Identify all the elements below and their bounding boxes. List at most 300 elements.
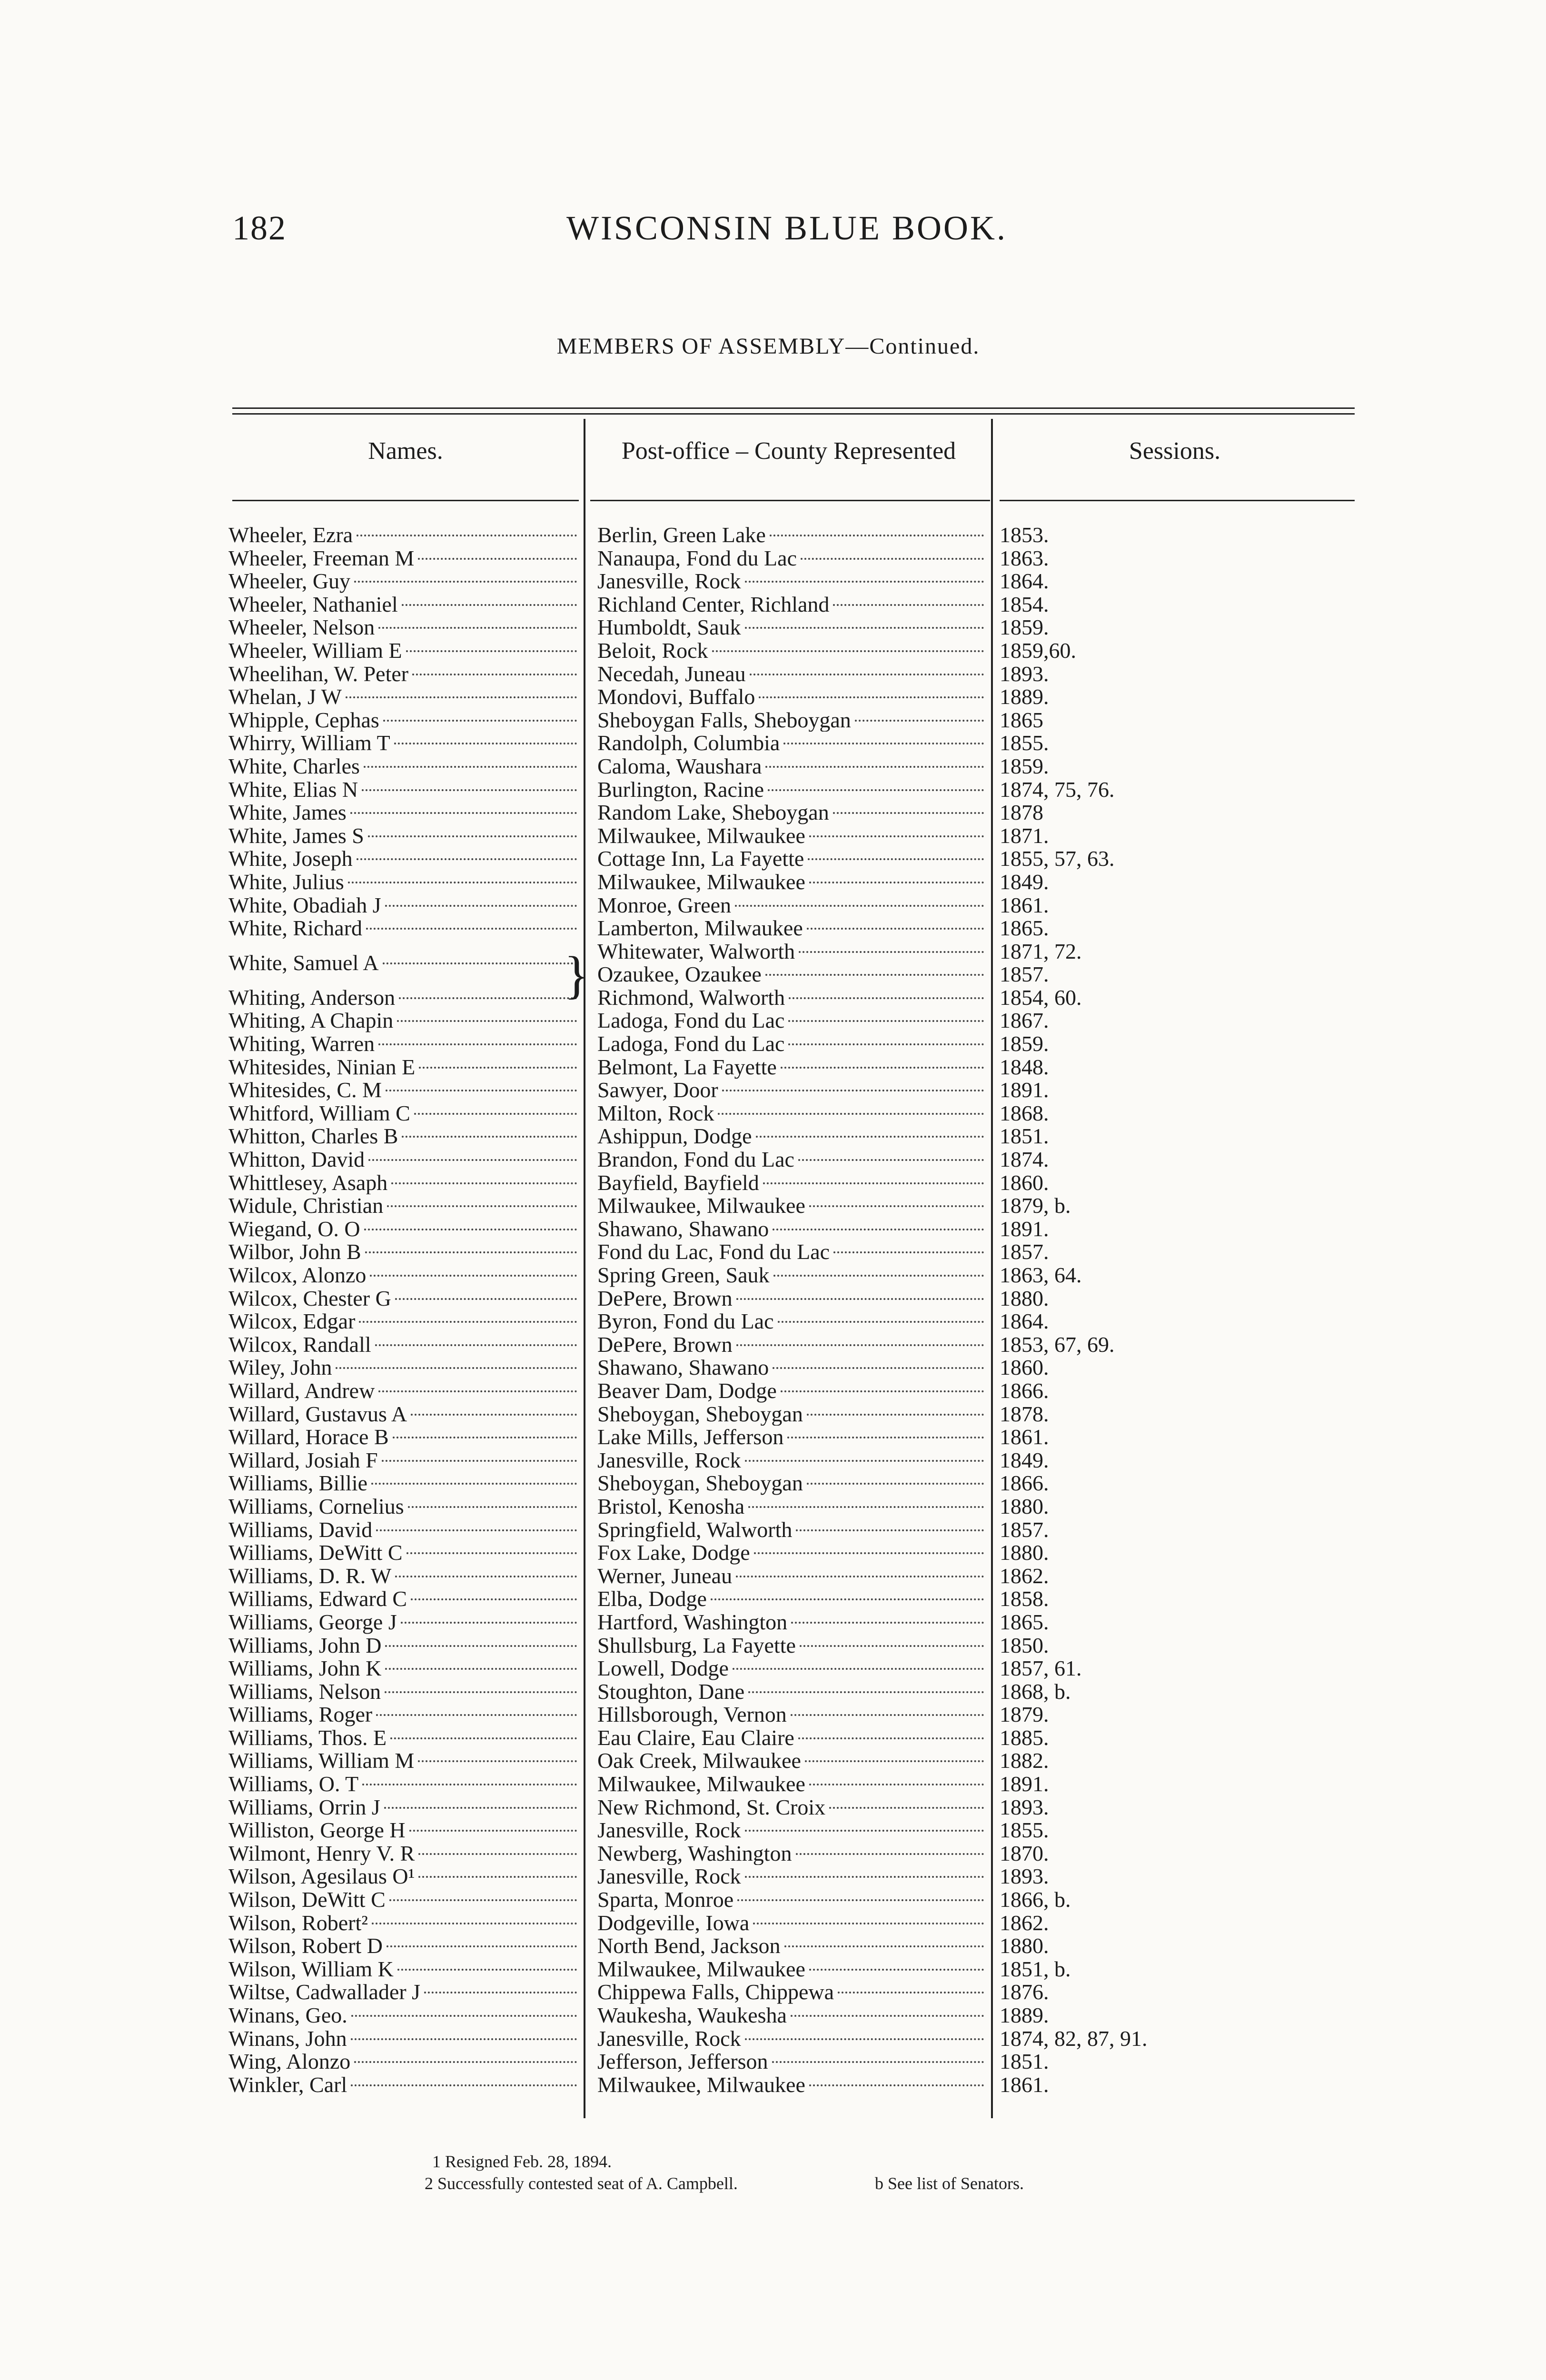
sessions-text: 1863. — [1000, 546, 1049, 570]
post-office-county-text: Elba, Dodge — [597, 1587, 707, 1611]
table-row — [228, 2027, 1361, 2051]
sessions-cell — [1000, 1472, 1333, 1495]
member-name-cell — [228, 1518, 581, 1542]
post-office-county-cell — [597, 732, 988, 755]
member-name-text: Wheeler, Guy — [228, 570, 351, 593]
sessions-cell — [1000, 709, 1333, 732]
leader-dots — [768, 789, 984, 791]
sessions-cell — [1000, 940, 1333, 963]
leader-dots — [754, 1552, 984, 1554]
post-office-county-cell — [597, 570, 988, 593]
sessions-text: 1880. — [1000, 1934, 1049, 1958]
sessions-text: 1876. — [1000, 1981, 1049, 2004]
sessions-cell — [1000, 1310, 1333, 1333]
sessions-text: 1857. — [1000, 1240, 1049, 1264]
member-name-text: Wing, Alonzo — [228, 2050, 351, 2073]
footnote-b: b See list of Senators. — [875, 2174, 1024, 2193]
sessions-cell — [1000, 2027, 1333, 2051]
table-row — [228, 1333, 1361, 1357]
leader-dots — [419, 1067, 577, 1069]
leader-dots — [354, 2061, 577, 2063]
sessions-text: 1859. — [1000, 1032, 1049, 1056]
post-office-county-text: Sparta, Monroe — [597, 1888, 734, 1912]
post-office-county-text: DePere, Brown — [597, 1287, 733, 1310]
leader-dots — [745, 581, 984, 583]
table-row — [228, 1888, 1361, 1912]
sessions-cell — [1000, 1680, 1333, 1704]
member-name-text: Wilson, William K — [228, 1957, 394, 1981]
member-name-cell — [228, 1587, 581, 1611]
post-office-county-cell — [597, 894, 988, 917]
member-name-text: White, Samuel A — [228, 952, 379, 975]
leader-dots — [385, 905, 577, 907]
leader-dots — [809, 882, 984, 883]
post-office-county-cell — [597, 986, 988, 1010]
sessions-text: 1865 — [1000, 708, 1043, 732]
post-office-county-text: Milwaukee, Milwaukee — [597, 1773, 805, 1796]
member-name-text: Whiting, Anderson — [228, 986, 396, 1010]
leader-dots — [414, 1113, 577, 1115]
post-office-county-text: Janesville, Rock — [597, 2027, 741, 2051]
leader-dots — [838, 1992, 984, 1993]
post-office-county-cell — [597, 1218, 988, 1241]
member-name-cell — [228, 1218, 581, 1241]
member-name-text: Williams, Nelson — [228, 1680, 381, 1704]
table-row — [228, 1218, 1361, 1241]
leader-dots — [808, 858, 984, 860]
sessions-cell — [1000, 963, 1333, 986]
table-row — [228, 871, 1361, 894]
table-row — [228, 709, 1361, 732]
table-row — [228, 1032, 1361, 1056]
leader-dots — [711, 1598, 984, 1600]
member-name-cell — [228, 1865, 581, 1888]
post-office-county-text: Lowell, Dodge — [597, 1657, 729, 1680]
leader-dots — [365, 1251, 577, 1253]
post-office-county-text: Ladoga, Fond du Lac — [597, 1009, 785, 1033]
sessions-cell — [1000, 639, 1333, 663]
post-office-county-text: Chippewa Falls, Chippewa — [597, 1981, 834, 2004]
post-office-county-text: Milwaukee, Milwaukee — [597, 1194, 805, 1218]
sessions-cell — [1000, 847, 1333, 871]
sessions-text: 1859. — [1000, 754, 1049, 778]
post-office-county-cell — [597, 1842, 988, 1865]
table-row — [228, 1240, 1361, 1264]
member-name-text: Wilcox, Chester G — [228, 1287, 391, 1310]
leader-dots — [783, 743, 984, 744]
leader-dots — [346, 696, 577, 698]
post-office-county-text: Hartford, Washington — [597, 1610, 788, 1634]
leader-dots — [737, 1899, 984, 1901]
leader-dots — [385, 1691, 577, 1693]
member-name-cell — [228, 1565, 581, 1588]
member-name-cell — [228, 1726, 581, 1750]
post-office-county-text: Ozaukee, Ozaukee — [597, 963, 762, 986]
member-name-cell — [228, 847, 581, 871]
member-name-text: Wheeler, William E — [228, 639, 402, 663]
post-office-county-cell — [597, 917, 988, 940]
sessions-cell — [1000, 1565, 1333, 1588]
member-name-cell — [228, 709, 581, 732]
leader-dots — [424, 1992, 577, 1993]
sessions-cell — [1000, 1356, 1333, 1379]
leader-dots — [763, 1182, 984, 1184]
post-office-county-cell — [597, 1865, 988, 1888]
sessions-cell — [1000, 1079, 1333, 1102]
footnote-1: 1 Resigned Feb. 28, 1894. — [432, 2152, 612, 2171]
table-row — [228, 1079, 1361, 1102]
leader-dots — [418, 1853, 577, 1855]
member-name-text: Wheelihan, W. Peter — [228, 662, 409, 686]
leader-dots — [385, 1668, 577, 1670]
post-office-county-cell — [597, 1888, 988, 1912]
member-name-text: Wilson, Agesilaus O¹ — [228, 1865, 415, 1889]
post-office-county-text: Richmond, Walworth — [597, 986, 785, 1010]
post-office-county-text: Fox Lake, Dodge — [597, 1541, 750, 1565]
leader-dots — [805, 1760, 984, 1762]
table-row — [228, 1587, 1361, 1611]
table-row — [228, 1125, 1361, 1148]
footnote-2: 2 Successfully contested seat of A. Campbell. — [425, 2174, 738, 2193]
table-top-rule-inner — [232, 413, 1355, 415]
member-name-cell — [228, 1934, 581, 1958]
member-name-text: Willard, Josiah F — [228, 1448, 378, 1472]
member-name-cell — [228, 824, 581, 848]
sessions-text: 1879. — [1000, 1703, 1049, 1726]
sessions-text: 1863, 64. — [1000, 1264, 1082, 1287]
sessions-cell — [1000, 524, 1333, 547]
post-office-county-cell — [597, 663, 988, 686]
member-name-cell — [228, 570, 581, 593]
member-name-text: White, Richard — [228, 917, 363, 940]
post-office-county-cell — [597, 1773, 988, 1796]
sessions-text: 1859. — [1000, 616, 1049, 639]
leader-dots — [712, 650, 984, 652]
leader-dots — [390, 1737, 577, 1739]
sessions-text: 1858. — [1000, 1587, 1049, 1611]
table-row — [228, 847, 1361, 871]
sessions-text: 1864. — [1000, 570, 1049, 593]
member-name-text: Williams, David — [228, 1518, 373, 1542]
leader-dots — [378, 1043, 577, 1045]
member-name-cell — [228, 1680, 581, 1704]
post-office-county-text: Springfield, Walworth — [597, 1518, 793, 1542]
sessions-cell — [1000, 778, 1333, 802]
post-office-county-text: Mondovi, Buffalo — [597, 685, 755, 709]
post-office-county-cell — [597, 1703, 988, 1726]
sessions-cell — [1000, 1518, 1333, 1542]
leader-dots — [801, 558, 984, 560]
table-row — [228, 1819, 1361, 1842]
table-row — [228, 1472, 1361, 1495]
post-header-rule — [590, 500, 990, 501]
post-office-county-text: Fond du Lac, Fond du Lac — [597, 1240, 830, 1264]
sessions-cell — [1000, 1634, 1333, 1657]
post-office-county-cell — [597, 1657, 988, 1680]
sessions-text: 1871, 72. — [1000, 940, 1082, 963]
table-row — [228, 1264, 1361, 1287]
post-office-county-text: DePere, Brown — [597, 1333, 733, 1357]
post-office-county-cell — [597, 524, 988, 547]
member-name-text: Winans, John — [228, 2027, 347, 2051]
member-name-text: Williams, Thos. E — [228, 1726, 387, 1750]
post-office-county-cell — [597, 1726, 988, 1750]
table-row — [228, 2004, 1361, 2027]
post-office-county-cell — [597, 1287, 988, 1310]
member-name-text: Whittlesey, Asaph — [228, 1171, 388, 1195]
leader-dots — [376, 1714, 577, 1716]
post-office-county-text: New Richmond, St. Croix — [597, 1795, 826, 1819]
leader-dots — [799, 951, 984, 953]
leader-dots — [395, 1298, 577, 1300]
post-office-county-cell — [597, 1194, 988, 1218]
member-name-text: Wheeler, Nelson — [228, 616, 375, 639]
member-name-text: Willard, Andrew — [228, 1379, 375, 1403]
member-name-cell — [228, 1240, 581, 1264]
sessions-text: 1853, 67, 69. — [1000, 1333, 1115, 1357]
table-row — [228, 2073, 1361, 2097]
sessions-text: 1851, b. — [1000, 1957, 1071, 1981]
member-name-text: Willard, Gustavus A — [228, 1402, 407, 1426]
sessions-text: 1857. — [1000, 963, 1049, 986]
sessions-cell — [1000, 593, 1333, 616]
post-office-county-cell — [597, 871, 988, 894]
sessions-cell — [1000, 1865, 1333, 1888]
leader-dots — [745, 627, 984, 629]
member-name-text: Wheeler, Nathaniel — [228, 593, 398, 616]
member-name-text: Williston, George H — [228, 1819, 406, 1842]
member-name-cell — [228, 1796, 581, 1819]
post-office-county-text: Werner, Juneau — [597, 1564, 733, 1588]
member-name-cell — [228, 1102, 581, 1125]
post-office-county-cell — [597, 2050, 988, 2073]
post-office-county-cell — [597, 685, 988, 709]
leader-dots — [807, 928, 984, 930]
post-office-county-text: Richland Center, Richland — [597, 593, 830, 616]
post-office-county-cell — [597, 616, 988, 639]
sessions-cell — [1000, 1125, 1333, 1148]
member-name-cell — [228, 1958, 581, 1981]
leader-dots — [787, 1437, 984, 1438]
sessions-text: 1880. — [1000, 1495, 1049, 1518]
member-name-cell — [228, 1056, 581, 1079]
member-name-cell — [228, 1379, 581, 1403]
leader-dots — [395, 1576, 577, 1577]
member-name-cell — [228, 1333, 581, 1357]
leader-dots — [788, 1020, 984, 1022]
member-name-text: Wilcox, Edgar — [228, 1310, 356, 1333]
post-office-county-text: Eau Claire, Eau Claire — [597, 1726, 794, 1750]
member-name-cell — [228, 1657, 581, 1680]
member-name-cell — [228, 1310, 581, 1333]
post-office-county-text: Ladoga, Fond du Lac — [597, 1032, 785, 1056]
sessions-cell — [1000, 663, 1333, 686]
leader-dots — [366, 928, 577, 930]
member-name-text: Williams, John D — [228, 1634, 382, 1657]
post-office-county-cell — [597, 1240, 988, 1264]
post-office-county-cell — [597, 709, 988, 732]
leader-dots — [809, 835, 984, 837]
member-name-cell — [228, 2050, 581, 2073]
leader-dots — [402, 604, 577, 606]
post-office-county-cell — [597, 755, 988, 778]
post-office-county-cell — [597, 1379, 988, 1403]
post-office-county-text: Shawano, Shawano — [597, 1217, 769, 1241]
post-office-county-text: Random Lake, Sheboygan — [597, 801, 829, 824]
table-row — [228, 1056, 1361, 1079]
member-name-text: Whelan, J W — [228, 685, 342, 709]
sessions-text: 1891. — [1000, 1217, 1049, 1241]
table-top-rule — [232, 407, 1355, 409]
member-name-cell — [228, 1449, 581, 1472]
member-name-cell — [228, 801, 581, 824]
leader-dots — [408, 1506, 577, 1508]
table-row — [228, 1171, 1361, 1195]
post-office-county-cell — [597, 1032, 988, 1056]
post-office-county-text: Oak Creek, Milwaukee — [597, 1749, 801, 1773]
table-row — [228, 524, 1361, 547]
leader-dots — [798, 1737, 984, 1739]
leader-dots — [765, 974, 984, 976]
leader-dots — [745, 1876, 984, 1878]
post-office-county-text: Milwaukee, Milwaukee — [597, 2073, 805, 2097]
leader-dots — [378, 627, 577, 629]
sessions-cell — [1000, 1912, 1333, 1935]
table-row — [228, 1102, 1361, 1125]
table-row — [228, 824, 1361, 848]
leader-dots — [773, 1275, 984, 1277]
sessions-cell — [1000, 732, 1333, 755]
leader-dots — [372, 1923, 577, 1924]
post-office-county-text: Milwaukee, Milwaukee — [597, 1957, 805, 1981]
member-name-cell — [228, 1472, 581, 1495]
table-row — [228, 1657, 1361, 1680]
table-row — [228, 1541, 1361, 1565]
post-office-county-text: Janesville, Rock — [597, 570, 741, 593]
leader-dots — [765, 766, 984, 768]
post-office-county-text: Janesville, Rock — [597, 1819, 741, 1842]
member-name-text: Wheeler, Ezra — [228, 524, 353, 547]
leader-dots — [378, 1390, 577, 1392]
leader-dots — [722, 1090, 984, 1091]
leader-dots — [773, 1229, 984, 1230]
member-name-text: Willard, Horace B — [228, 1426, 389, 1449]
post-office-county-cell — [597, 1102, 988, 1125]
member-name-cell — [228, 685, 581, 709]
sessions-text: 1848. — [1000, 1055, 1049, 1079]
sessions-cell — [1000, 1056, 1333, 1079]
sessions-cell — [1000, 1842, 1333, 1865]
member-name-text: White, Julius — [228, 870, 344, 894]
sessions-text: 1874, 75, 76. — [1000, 778, 1115, 802]
sessions-cell — [1000, 1333, 1333, 1357]
leader-dots — [736, 1344, 984, 1346]
member-name-cell — [228, 1773, 581, 1796]
leader-dots — [829, 1807, 984, 1809]
sessions-cell — [1000, 801, 1333, 824]
sessions-text: 1893. — [1000, 1795, 1049, 1819]
leader-dots — [759, 696, 984, 698]
sessions-text: 1861. — [1000, 1426, 1049, 1449]
sessions-text: 1878 — [1000, 801, 1043, 824]
member-name-cell — [228, 2004, 581, 2027]
member-name-cell — [228, 1194, 581, 1218]
member-name-cell — [228, 1888, 581, 1912]
sessions-text: 1851. — [1000, 2050, 1049, 2073]
member-name-text: White, James S — [228, 824, 364, 848]
post-office-county-cell — [597, 778, 988, 802]
sessions-cell — [1000, 1958, 1333, 1981]
member-name-cell — [228, 1356, 581, 1379]
post-office-county-text: Whitewater, Walworth — [597, 940, 795, 963]
post-office-county-text: Jefferson, Jefferson — [597, 2050, 768, 2073]
post-office-county-cell — [597, 1912, 988, 1935]
sessions-text: 1880. — [1000, 1287, 1049, 1310]
post-office-county-text: Lamberton, Milwaukee — [597, 917, 803, 940]
table-row — [228, 755, 1361, 778]
leader-dots — [418, 1760, 577, 1762]
table-row — [228, 1865, 1361, 1888]
leader-dots — [348, 882, 577, 883]
sessions-cell — [1000, 755, 1333, 778]
post-office-county-cell — [597, 639, 988, 663]
leader-dots — [718, 1113, 984, 1115]
post-office-county-cell — [597, 1356, 988, 1379]
sessions-cell — [1000, 1726, 1333, 1750]
sessions-text: 1854. — [1000, 593, 1049, 616]
sessions-cell — [1000, 1426, 1333, 1449]
sessions-cell — [1000, 1541, 1333, 1565]
table-row — [228, 986, 1361, 1010]
sessions-text: 1861. — [1000, 2073, 1049, 2097]
sessions-cell — [1000, 1194, 1333, 1218]
table-row — [228, 616, 1361, 639]
leader-dots — [418, 1876, 577, 1878]
table-row — [228, 547, 1361, 570]
leader-dots — [402, 1136, 577, 1138]
leader-dots — [789, 997, 984, 999]
post-office-county-text: Burlington, Racine — [597, 778, 764, 802]
leader-dots — [399, 997, 577, 999]
table-row — [228, 1449, 1361, 1472]
member-name-text: White, Charles — [228, 754, 360, 778]
sessions-text: 1865. — [1000, 917, 1049, 940]
table-row — [228, 639, 1361, 663]
sessions-cell — [1000, 1009, 1333, 1032]
sessions-cell — [1000, 1032, 1333, 1056]
sessions-cell — [1000, 685, 1333, 709]
post-office-county-cell — [597, 1587, 988, 1611]
member-name-text: Williams, O. T — [228, 1773, 359, 1796]
leader-dots — [386, 1945, 577, 1947]
post-office-county-text: Cottage Inn, La Fayette — [597, 847, 804, 871]
member-name-text: Whirry, William T — [228, 732, 390, 755]
member-name-text: Whiting, A Chapin — [228, 1009, 394, 1033]
post-office-county-cell — [597, 1009, 988, 1032]
member-name-text: Williams, Cornelius — [228, 1495, 404, 1518]
member-name-cell — [228, 1171, 581, 1195]
post-office-county-cell — [597, 1634, 988, 1657]
sessions-cell — [1000, 1703, 1333, 1726]
leader-dots — [791, 1714, 984, 1716]
leader-dots — [368, 1159, 577, 1161]
leader-dots — [796, 1529, 984, 1531]
sessions-text: 1855, 57, 63. — [1000, 847, 1115, 871]
member-name-text: Whiting, Warren — [228, 1032, 375, 1056]
leader-dots — [368, 835, 577, 837]
member-name-cell — [228, 1426, 581, 1449]
member-name-text: Whitton, David — [228, 1148, 365, 1171]
